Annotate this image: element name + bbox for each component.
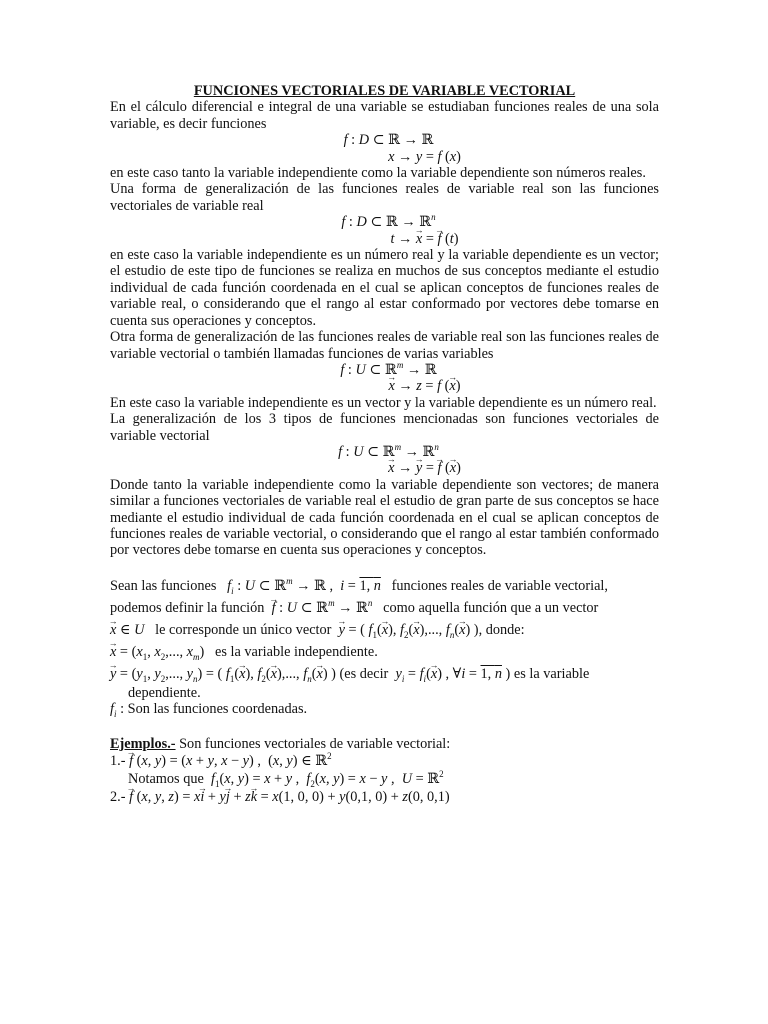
page-title: FUNCIONES VECTORIALES DE VARIABLE VECTORIAL: [193, 83, 576, 99]
formula-vector-function-real-variable: f : D ⊂ ℝ → ℝ$^n$ t → → x = → f (t): [110, 214, 659, 247]
paragraph-real-vector: Otra forma de generalización de las funciones reales de variable real son las funciones reales de variable vectorial o también llamadas funciones de varias variables: [110, 329, 659, 362]
definition-text: , donde:: [478, 621, 525, 638]
definition-text: : Son las funciones coordenadas.: [120, 701, 308, 718]
definition-text: ) es la variable: [505, 665, 590, 682]
definition-text: podemos definir la función: [110, 599, 265, 616]
paragraph-vector-real-note: en este caso la variable independiente es un número real y la variable dependiente es un vector; el estudio de este tipo de funciones se realiza en muchos de sus conceptos mediante el estudio individual de cada función coordenada en el cual se aplican conceptos de funciones reales de variable real, o considerando que el rango al estar conformado por vectores debe tomarse en cuenta sus operaciones y conceptos.: [110, 247, 659, 329]
definition-text: es la variable independiente.: [215, 643, 378, 660]
formula-real-function: f : D ⊂ ℝ → ℝ x → y = f (x): [343, 132, 461, 165]
definition-text: (es decir: [339, 665, 389, 682]
example-1: 1.- → f (x, y) = (x + y, x − y) , (x, y) ∈ ℝ$^2$: [110, 752, 659, 770]
formula-real-function-vector-variable: f : U ⊂ ℝ$^m$ → ℝ → x → z = f (→ x): [110, 362, 659, 395]
example-2: 2.- → f (x, y, z) = x→ i + y→ j + z→ k = x(1, 0, 0) + y(0,1, 0) + z(0, 0,1): [110, 788, 659, 806]
paragraph-real-vector-note: En este caso la variable independiente es un vector y la variable dependiente es un número real.: [110, 394, 657, 411]
definition-text: funciones reales de variable vectorial,: [391, 577, 608, 594]
definition-text: como aquella función que a un vector: [383, 599, 599, 616]
paragraph-vector-real: Una forma de generalización de las funciones reales de variable real son las funciones vectoriales de variable real: [110, 181, 659, 214]
definition-text: Sean las funciones: [110, 577, 217, 594]
paragraph-generalization-note: Donde tanto la variable independiente como la variable dependiente son vectores; de manera similar a funciones vectoriales de variable real el estudio de gran parte de sus conceptos se hace mediante el estudio individual de cada función coordenada en el cual se aplican conceptos de funciones reales de variable vectorial, o considerando que el rango al estar también conformado por vectores debe tomarse en cuenta sus operaciones y conceptos.: [110, 476, 659, 559]
example-1-note: Notamos que $f_1(x$, y) = x + y , $f_2(x$, y) = x − y , U = ℝ$^2$: [128, 769, 444, 789]
definition-block: Sean las funciones $f_i$ : U ⊂ ℝ$^m$ → ℝ , i = 1, n funciones reales de variable vectorial, podemos definir la función → f : U ⊂ ℝ$^m$ → ℝ$^n$ como aquella función que a un vector → x ∈ U le corresponde un único vector → y = ( $f_1(\to x)$, $f_2(\to x)$,..., $f_n(\to x)$ ), donde: → $x = (x_1$, $x_2$,..., $x_m$) es la variable independiente. → $y = (y_1$, $y_2$,..., $y_n$) = ( $f_1(\to x)$, $f_2(\to x)$,..., $f_n(\to x)$ ) (es decir $y_i = f_i(\to x)$ , ∀i = 1, n ) es la variable dependiente. $f_i$ : Son las funciones coordenadas.: [110, 575, 659, 718]
examples-block: [110, 736, 659, 806]
formula-vector-function-vector-variable: f : U ⊂ ℝ$^m$ → ℝ$^n$ → x → → y = → f (→ x): [110, 444, 659, 477]
examples-intro: Son funciones vectoriales de variable vectorial:: [179, 735, 451, 752]
examples-heading: Ejemplos.-: [110, 735, 176, 752]
paragraph-real-note: en este caso tanto la variable independiente como la variable dependiente son números reales.: [110, 165, 646, 182]
definition-text: dependiente.: [128, 684, 201, 701]
document-body: [110, 83, 659, 806]
paragraph-intro: En el cálculo diferencial e integral de una variable se estudiaban funciones reales de una sola variable, es decir funciones: [110, 99, 659, 132]
definition-text: le corresponde un único vector: [155, 621, 332, 638]
paragraph-generalization: La generalización de los 3 tipos de funciones mencionadas son funciones vectoriales de variable vectorial: [110, 411, 659, 444]
